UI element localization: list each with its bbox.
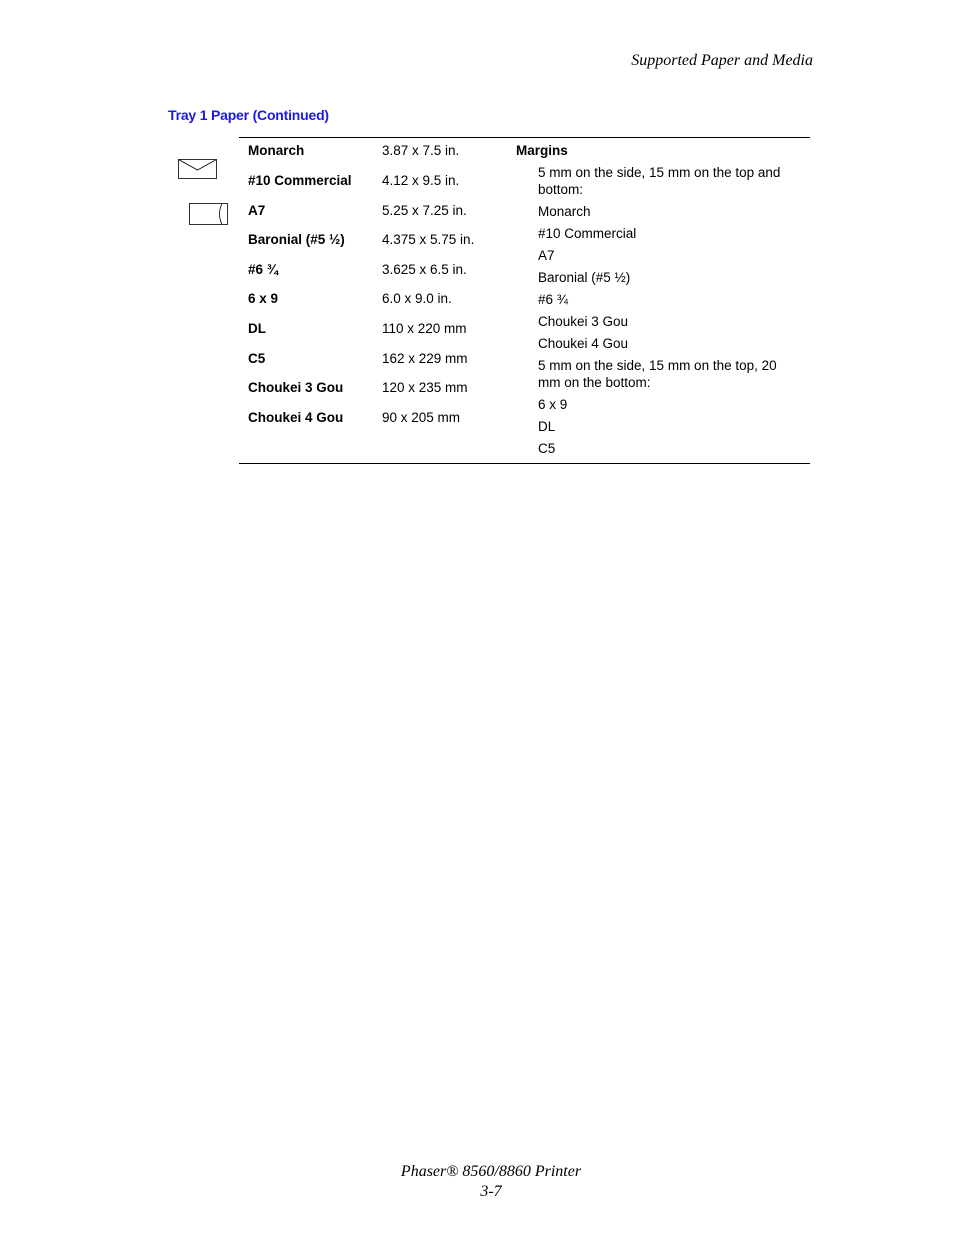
list-item: 6 x 9 — [538, 397, 568, 412]
size-name: #6 ¾ — [248, 262, 279, 277]
running-header: Supported Paper and Media — [631, 52, 813, 69]
size-name: Monarch — [248, 143, 305, 158]
section-title: Tray 1 Paper (Continued) — [168, 107, 329, 123]
envelope-long-edge-icon — [178, 159, 218, 181]
margins-rule-text: 5 mm on the side, 15 mm on the top, 20 mm on the bottom: — [538, 358, 777, 390]
size-name: #10 Commercial — [248, 173, 352, 188]
size-dimensions: 110 x 220 mm — [382, 321, 467, 336]
size-name: DL — [248, 321, 266, 336]
footer-product-name: Phaser® 8560/8860 Printer — [400, 1163, 582, 1180]
size-name: Choukei 4 Gou — [248, 410, 344, 425]
list-item: Monarch — [538, 204, 591, 219]
margins-heading: Margins — [516, 143, 568, 158]
size-dimensions: 4.375 x 5.75 in. — [382, 232, 475, 247]
envelope-short-edge-icon — [189, 203, 229, 227]
list-item: Baronial (#5 ½) — [538, 270, 631, 285]
table-top-rule — [239, 137, 810, 138]
size-dimensions: 6.0 x 9.0 in. — [382, 291, 452, 306]
margins-list — [538, 164, 810, 462]
list-item: A7 — [538, 248, 555, 263]
list-item: C5 — [538, 441, 556, 456]
list-item: Choukei 4 Gou — [538, 336, 629, 351]
size-dimensions: 90 x 205 mm — [382, 410, 461, 425]
list-item: Choukei 3 Gou — [538, 314, 629, 329]
size-dimensions: 3.87 x 7.5 in. — [382, 143, 460, 158]
size-dimensions: 3.625 x 6.5 in. — [382, 262, 467, 277]
margins-rule-text: 5 mm on the side, 15 mm on the top and bottom: — [538, 165, 781, 197]
size-dimensions: 5.25 x 7.25 in. — [382, 203, 467, 218]
size-name: 6 x 9 — [248, 291, 279, 306]
size-name: Baronial (#5 ½) — [248, 232, 345, 247]
list-item: #10 Commercial — [538, 226, 637, 241]
size-name: Choukei 3 Gou — [248, 380, 344, 395]
size-dimensions: 4.12 x 9.5 in. — [382, 173, 460, 188]
size-name: A7 — [248, 203, 266, 218]
size-name: C5 — [248, 351, 266, 366]
list-item: #6 ¾ — [538, 292, 569, 307]
page-number: 3-7 — [480, 1183, 502, 1200]
table-bottom-rule — [239, 463, 810, 464]
list-item: DL — [538, 419, 556, 434]
size-dimensions: 162 x 229 mm — [382, 351, 468, 366]
size-dimensions: 120 x 235 mm — [382, 380, 468, 395]
